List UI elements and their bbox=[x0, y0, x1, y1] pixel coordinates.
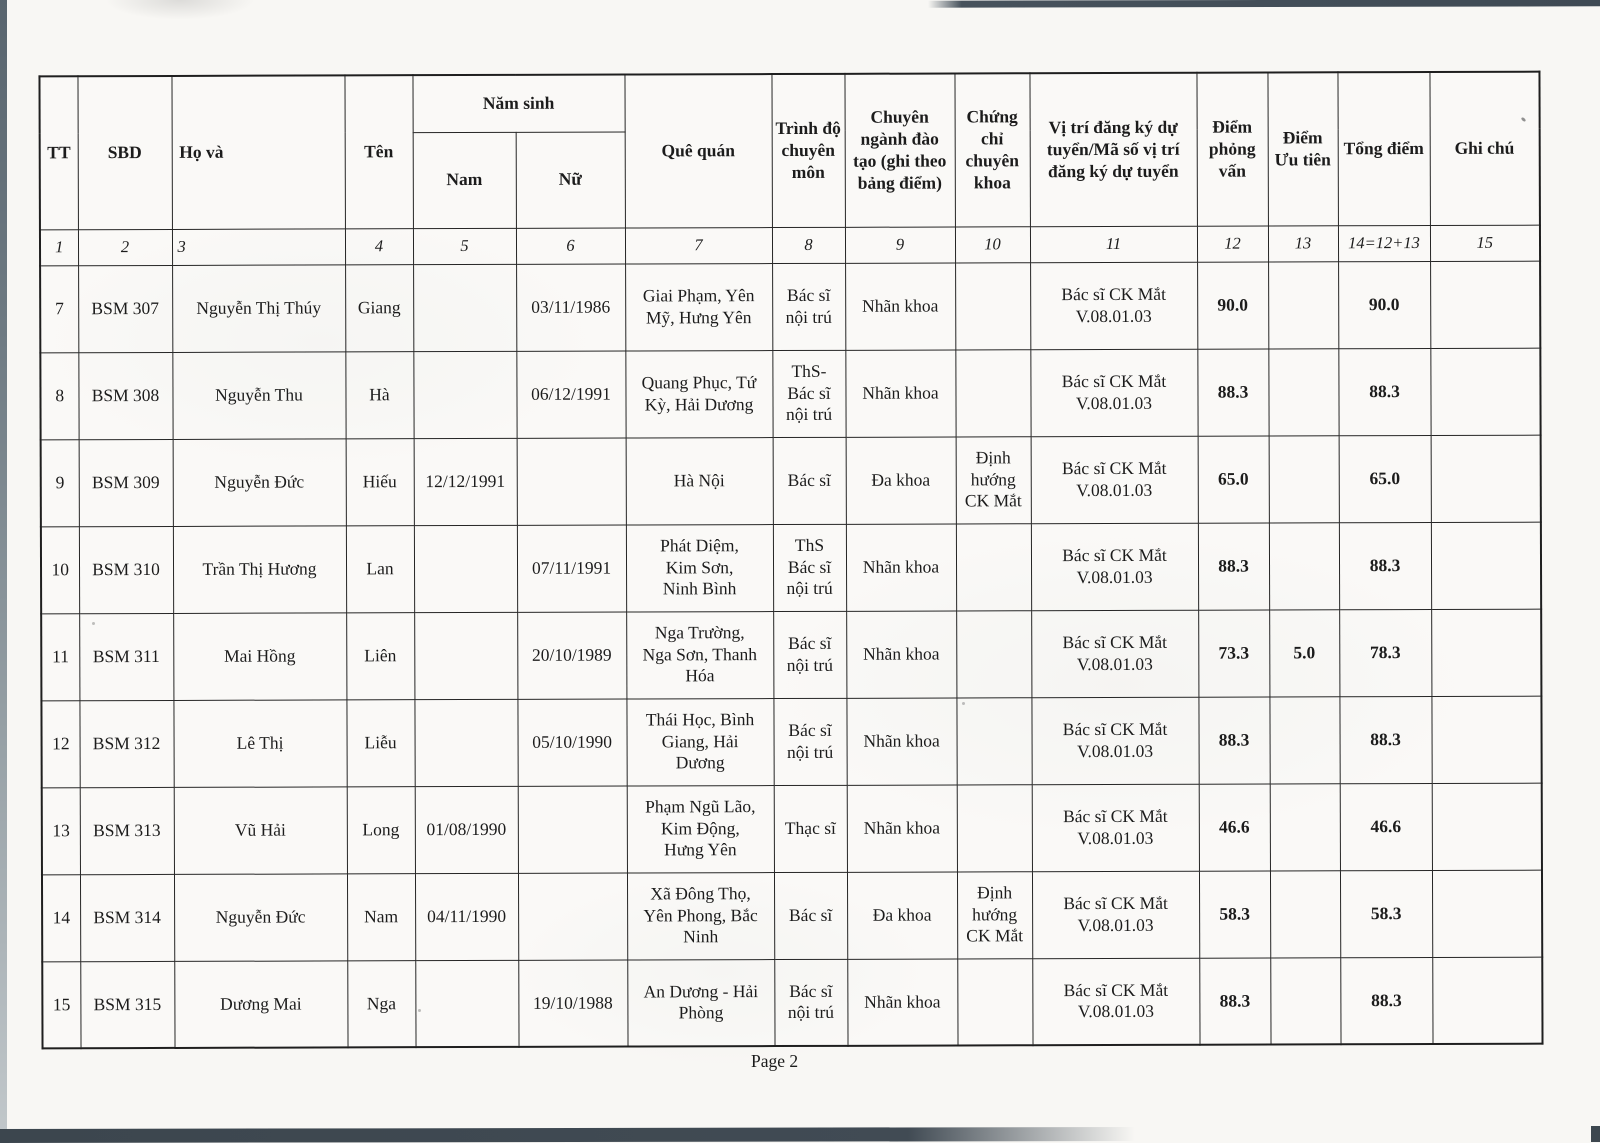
cell-sbd: BSM 313 bbox=[80, 787, 174, 874]
cell-que-quan: Phát Diệm, Kim Sơn, Ninh Bình bbox=[626, 524, 773, 611]
cell-ghi-chu bbox=[1432, 870, 1542, 957]
header-nu: Nữ bbox=[516, 132, 625, 228]
cell-nam-sinh-nam: 12/12/1991 bbox=[414, 438, 517, 525]
cell-chuyen-nganh: Đa khoa bbox=[846, 436, 956, 523]
cell-trinh-do: Bác sĩ nội trú bbox=[772, 263, 845, 350]
cell-ho-va: Nguyễn Đức bbox=[173, 438, 346, 526]
col-number: 3 bbox=[172, 228, 345, 265]
paper-curl-shadow bbox=[105, 0, 255, 20]
cell-que-quan: Nga Trường, Nga Sơn, Thanh Hóa bbox=[626, 611, 773, 698]
cell-trinh-do: ThS Bác sĩ nội trú bbox=[773, 524, 846, 611]
cell-ho-va: Nguyễn Thị Thúy bbox=[172, 264, 345, 352]
cell-chuyen-nganh: Nhãn khoa bbox=[845, 262, 955, 349]
cell-chung-chi: Định hướng CK Mắt bbox=[956, 436, 1031, 523]
header-ten: Tên bbox=[344, 75, 412, 228]
header-chung-chi: Chứng chỉ chuyên khoa bbox=[954, 73, 1029, 226]
col-number: 9 bbox=[845, 226, 955, 262]
col-number: 5 bbox=[413, 228, 516, 264]
cell-tt: 10 bbox=[41, 526, 79, 613]
cell-diem-phong-van: 88.3 bbox=[1198, 522, 1269, 609]
table-row bbox=[40, 261, 1540, 353]
col-number: 7 bbox=[625, 227, 772, 263]
cell-nam-sinh-nam bbox=[413, 351, 516, 438]
cell-nam-sinh-nam bbox=[413, 264, 516, 351]
cell-chung-chi bbox=[957, 958, 1032, 1045]
header-vi-tri: Vị trí đăng ký dự tuyển/Mã số vị trí đăng ký dự tuyển bbox=[1029, 73, 1196, 227]
cell-tt: 13 bbox=[42, 787, 80, 874]
cell-trinh-do: Thạc sĩ bbox=[774, 785, 847, 872]
cell-sbd: BSM 312 bbox=[79, 700, 173, 787]
cell-vi-tri: Bác sĩ CK Mắt V.08.01.03 bbox=[1032, 958, 1199, 1046]
header-nam-sinh-group: Năm sinh bbox=[412, 75, 624, 133]
cell-tong-diem: 88.3 bbox=[1339, 696, 1431, 783]
cell-nam-sinh-nu: 19/10/1988 bbox=[518, 960, 627, 1047]
cell-ten: Hiếu bbox=[346, 438, 414, 525]
col-number: 14=12+13 bbox=[1338, 225, 1430, 261]
cell-que-quan: Quang Phục, Tứ Kỳ, Hải Dương bbox=[625, 350, 772, 437]
cell-nam-sinh-nu: 07/11/1991 bbox=[517, 525, 626, 612]
cell-ho-va: Nguyễn Thu bbox=[172, 351, 345, 439]
cell-ten: Long bbox=[347, 786, 415, 873]
cell-nam-sinh-nam: 01/08/1990 bbox=[415, 786, 518, 873]
cell-tong-diem: 88.3 bbox=[1340, 957, 1432, 1044]
cell-ten: Hà bbox=[345, 351, 413, 438]
cell-trinh-do: Bác sĩ nội trú bbox=[774, 959, 847, 1046]
cell-sbd: BSM 311 bbox=[79, 613, 173, 700]
cell-ghi-chu bbox=[1431, 696, 1541, 783]
cell-diem-phong-van: 88.3 bbox=[1198, 696, 1269, 783]
cell-tt: 11 bbox=[41, 613, 79, 700]
col-number: 2 bbox=[78, 229, 172, 265]
cell-tt: 15 bbox=[42, 961, 80, 1048]
header-trinh-do: Trình độ chuyên môn bbox=[771, 74, 844, 227]
cell-nam-sinh-nam bbox=[415, 960, 518, 1047]
cell-nam-sinh-nam: 04/11/1990 bbox=[415, 873, 518, 960]
col-number: 4 bbox=[345, 228, 413, 264]
cell-que-quan: Hà Nội bbox=[626, 437, 773, 524]
cell-ghi-chu bbox=[1432, 783, 1542, 870]
table-row bbox=[40, 348, 1540, 440]
cell-nam-sinh-nu bbox=[518, 786, 627, 873]
header-tong-diem: Tổng điểm bbox=[1337, 72, 1429, 225]
cell-trinh-do: ThS- Bác sĩ nội trú bbox=[772, 350, 845, 437]
cell-que-quan: Thái Học, Bình Giang, Hải Dương bbox=[626, 698, 773, 785]
cell-tt: 12 bbox=[41, 700, 79, 787]
cell-chuyen-nganh: Nhãn khoa bbox=[846, 697, 956, 784]
cell-que-quan: Giai Phạm, Yên Mỹ, Hưng Yên bbox=[625, 263, 772, 350]
cell-ten: Liên bbox=[346, 612, 414, 699]
cell-sbd: BSM 315 bbox=[80, 961, 174, 1048]
cell-ten: Nga bbox=[347, 960, 415, 1047]
header-ho-va: Họ và bbox=[171, 75, 344, 229]
header-ghi-chu: Ghi chú bbox=[1429, 72, 1539, 225]
col-number: 1 bbox=[40, 229, 78, 265]
cell-tong-diem: 65.0 bbox=[1339, 435, 1431, 522]
col-number: 8 bbox=[772, 227, 845, 263]
cell-ho-va: Dương Mai bbox=[174, 960, 347, 1048]
col-number: 13 bbox=[1268, 225, 1338, 261]
cell-sbd: BSM 308 bbox=[78, 352, 172, 439]
table-row bbox=[41, 696, 1541, 788]
cell-chung-chi bbox=[955, 262, 1030, 349]
cell-ten: Lan bbox=[346, 525, 414, 612]
table-row bbox=[41, 435, 1541, 527]
cell-nam-sinh-nam bbox=[414, 525, 517, 612]
cell-nam-sinh-nam bbox=[414, 699, 517, 786]
cell-ho-va: Trần Thị Hương bbox=[173, 525, 346, 613]
cell-diem-phong-van: 90.0 bbox=[1197, 261, 1268, 348]
table-row bbox=[41, 609, 1541, 701]
cell-ho-va: Mai Hồng bbox=[173, 612, 346, 700]
cell-chung-chi bbox=[956, 523, 1031, 610]
cell-nam-sinh-nu: 03/11/1986 bbox=[516, 264, 625, 351]
cell-diem-uu-tien: 5.0 bbox=[1269, 609, 1339, 696]
cell-nam-sinh-nu: 06/12/1991 bbox=[516, 351, 625, 438]
cell-ten: Nam bbox=[347, 873, 415, 960]
cell-ghi-chu bbox=[1431, 609, 1541, 696]
cell-vi-tri: Bác sĩ CK Mắt V.08.01.03 bbox=[1031, 523, 1198, 611]
cell-que-quan: An Dương - Hải Phòng bbox=[627, 959, 774, 1046]
header-tt: TT bbox=[39, 76, 77, 229]
cell-ghi-chu bbox=[1430, 261, 1540, 348]
cell-vi-tri: Bác sĩ CK Mắt V.08.01.03 bbox=[1031, 610, 1198, 698]
table-body bbox=[40, 261, 1542, 1049]
cell-diem-phong-van: 88.3 bbox=[1197, 348, 1268, 435]
cell-diem-uu-tien bbox=[1269, 522, 1339, 609]
cell-diem-uu-tien bbox=[1269, 435, 1339, 522]
cell-chuyen-nganh: Nhãn khoa bbox=[845, 349, 955, 436]
header-que-quan: Quê quán bbox=[624, 74, 771, 227]
cell-ghi-chu bbox=[1430, 348, 1540, 435]
cell-nam-sinh-nam bbox=[414, 612, 517, 699]
header-nam: Nam bbox=[413, 132, 516, 228]
cell-que-quan: Phạm Ngũ Lão, Kim Động, Hưng Yên bbox=[627, 785, 774, 872]
cell-tong-diem: 46.6 bbox=[1340, 783, 1432, 870]
cell-nam-sinh-nu bbox=[518, 873, 627, 960]
cell-tong-diem: 88.3 bbox=[1339, 522, 1431, 609]
col-number: 11 bbox=[1030, 226, 1197, 263]
cell-trinh-do: Bác sĩ nội trú bbox=[773, 611, 846, 698]
col-number: 12 bbox=[1197, 225, 1268, 261]
cell-chung-chi bbox=[956, 697, 1031, 784]
cell-diem-uu-tien bbox=[1269, 696, 1339, 783]
cell-diem-phong-van: 73.3 bbox=[1198, 609, 1269, 696]
table-row bbox=[41, 522, 1541, 614]
cell-ghi-chu bbox=[1431, 435, 1541, 522]
table-row bbox=[42, 957, 1542, 1049]
cell-trinh-do: Bác sĩ bbox=[774, 872, 847, 959]
cell-nam-sinh-nu bbox=[517, 438, 626, 525]
col-number: 15 bbox=[1430, 225, 1540, 261]
table-row bbox=[42, 783, 1542, 875]
col-number: 6 bbox=[516, 228, 625, 264]
header-chuyen-nganh: Chuyên ngành đào tạo (ghi theo bảng điểm) bbox=[844, 73, 954, 226]
cell-tong-diem: 78.3 bbox=[1339, 609, 1431, 696]
cell-chuyen-nganh: Nhãn khoa bbox=[846, 523, 956, 610]
scan-edge-top-bar bbox=[928, 0, 1600, 8]
cell-chuyen-nganh: Nhãn khoa bbox=[846, 610, 956, 697]
scan-edge-corner-mark bbox=[1591, 1126, 1600, 1142]
cell-diem-phong-van: 46.6 bbox=[1199, 783, 1270, 870]
header-diem-phong-van: Điểm phỏng vấn bbox=[1196, 73, 1267, 226]
cell-diem-uu-tien bbox=[1270, 783, 1340, 870]
cell-diem-phong-van: 88.3 bbox=[1199, 957, 1270, 1044]
cell-tt: 7 bbox=[40, 265, 78, 352]
cell-ten: Giang bbox=[345, 264, 413, 351]
cell-chung-chi bbox=[955, 349, 1030, 436]
cell-diem-uu-tien bbox=[1268, 261, 1338, 348]
cell-vi-tri: Bác sĩ CK Mắt V.08.01.03 bbox=[1031, 436, 1198, 524]
cell-ten: Liễu bbox=[346, 699, 414, 786]
cell-chung-chi bbox=[957, 784, 1032, 871]
cell-diem-phong-van: 58.3 bbox=[1199, 870, 1270, 957]
cell-ho-va: Lê Thị bbox=[173, 699, 346, 787]
header-diem-uu-tien: Điểm Ưu tiên bbox=[1267, 72, 1337, 225]
cell-vi-tri: Bác sĩ CK Mắt V.08.01.03 bbox=[1030, 262, 1197, 350]
cell-tong-diem: 58.3 bbox=[1340, 870, 1432, 957]
cell-vi-tri: Bác sĩ CK Mắt V.08.01.03 bbox=[1031, 697, 1198, 785]
page-number: Page 2 bbox=[751, 1051, 799, 1071]
cell-tt: 9 bbox=[41, 439, 79, 526]
cell-trinh-do: Bác sĩ bbox=[773, 437, 846, 524]
cell-chung-chi bbox=[956, 610, 1031, 697]
cell-trinh-do: Bác sĩ nội trú bbox=[773, 698, 846, 785]
table-row bbox=[42, 870, 1542, 962]
cell-diem-uu-tien bbox=[1270, 870, 1340, 957]
cell-chung-chi: Định hướng CK Mắt bbox=[957, 871, 1032, 958]
scan-edge-bottom-bar bbox=[0, 1127, 1135, 1143]
cell-que-quan: Xã Đông Thọ, Yên Phong, Bắc Ninh bbox=[627, 872, 774, 959]
col-number: 10 bbox=[955, 226, 1030, 262]
column-number-row bbox=[40, 225, 1540, 266]
cell-diem-uu-tien bbox=[1270, 957, 1340, 1044]
cell-vi-tri: Bác sĩ CK Mắt V.08.01.03 bbox=[1032, 784, 1199, 872]
cell-ho-va: Vũ Hải bbox=[174, 786, 347, 874]
cell-ghi-chu bbox=[1432, 957, 1542, 1044]
cell-chuyen-nganh: Đa khoa bbox=[847, 871, 957, 958]
cell-sbd: BSM 309 bbox=[79, 439, 173, 526]
header-sbd: SBD bbox=[77, 76, 171, 229]
cell-tong-diem: 90.0 bbox=[1338, 261, 1430, 348]
cell-ghi-chu bbox=[1431, 522, 1541, 609]
candidates-score-table bbox=[38, 71, 1543, 1050]
cell-tt: 8 bbox=[40, 352, 78, 439]
cell-sbd: BSM 307 bbox=[78, 265, 172, 352]
cell-vi-tri: Bác sĩ CK Mắt V.08.01.03 bbox=[1030, 349, 1197, 437]
cell-tt: 14 bbox=[42, 874, 80, 961]
cell-sbd: BSM 310 bbox=[79, 526, 173, 613]
cell-vi-tri: Bác sĩ CK Mắt V.08.01.03 bbox=[1032, 871, 1199, 959]
cell-sbd: BSM 314 bbox=[80, 874, 174, 961]
scan-edge-left-strip bbox=[0, 0, 7, 1142]
cell-tong-diem: 88.3 bbox=[1338, 348, 1430, 435]
cell-nam-sinh-nu: 05/10/1990 bbox=[517, 699, 626, 786]
cell-chuyen-nganh: Nhãn khoa bbox=[847, 784, 957, 871]
cell-ho-va: Nguyễn Đức bbox=[174, 873, 347, 961]
cell-nam-sinh-nu: 20/10/1989 bbox=[517, 612, 626, 699]
cell-chuyen-nganh: Nhãn khoa bbox=[847, 958, 957, 1045]
cell-diem-uu-tien bbox=[1268, 348, 1338, 435]
cell-diem-phong-van: 65.0 bbox=[1198, 435, 1269, 522]
